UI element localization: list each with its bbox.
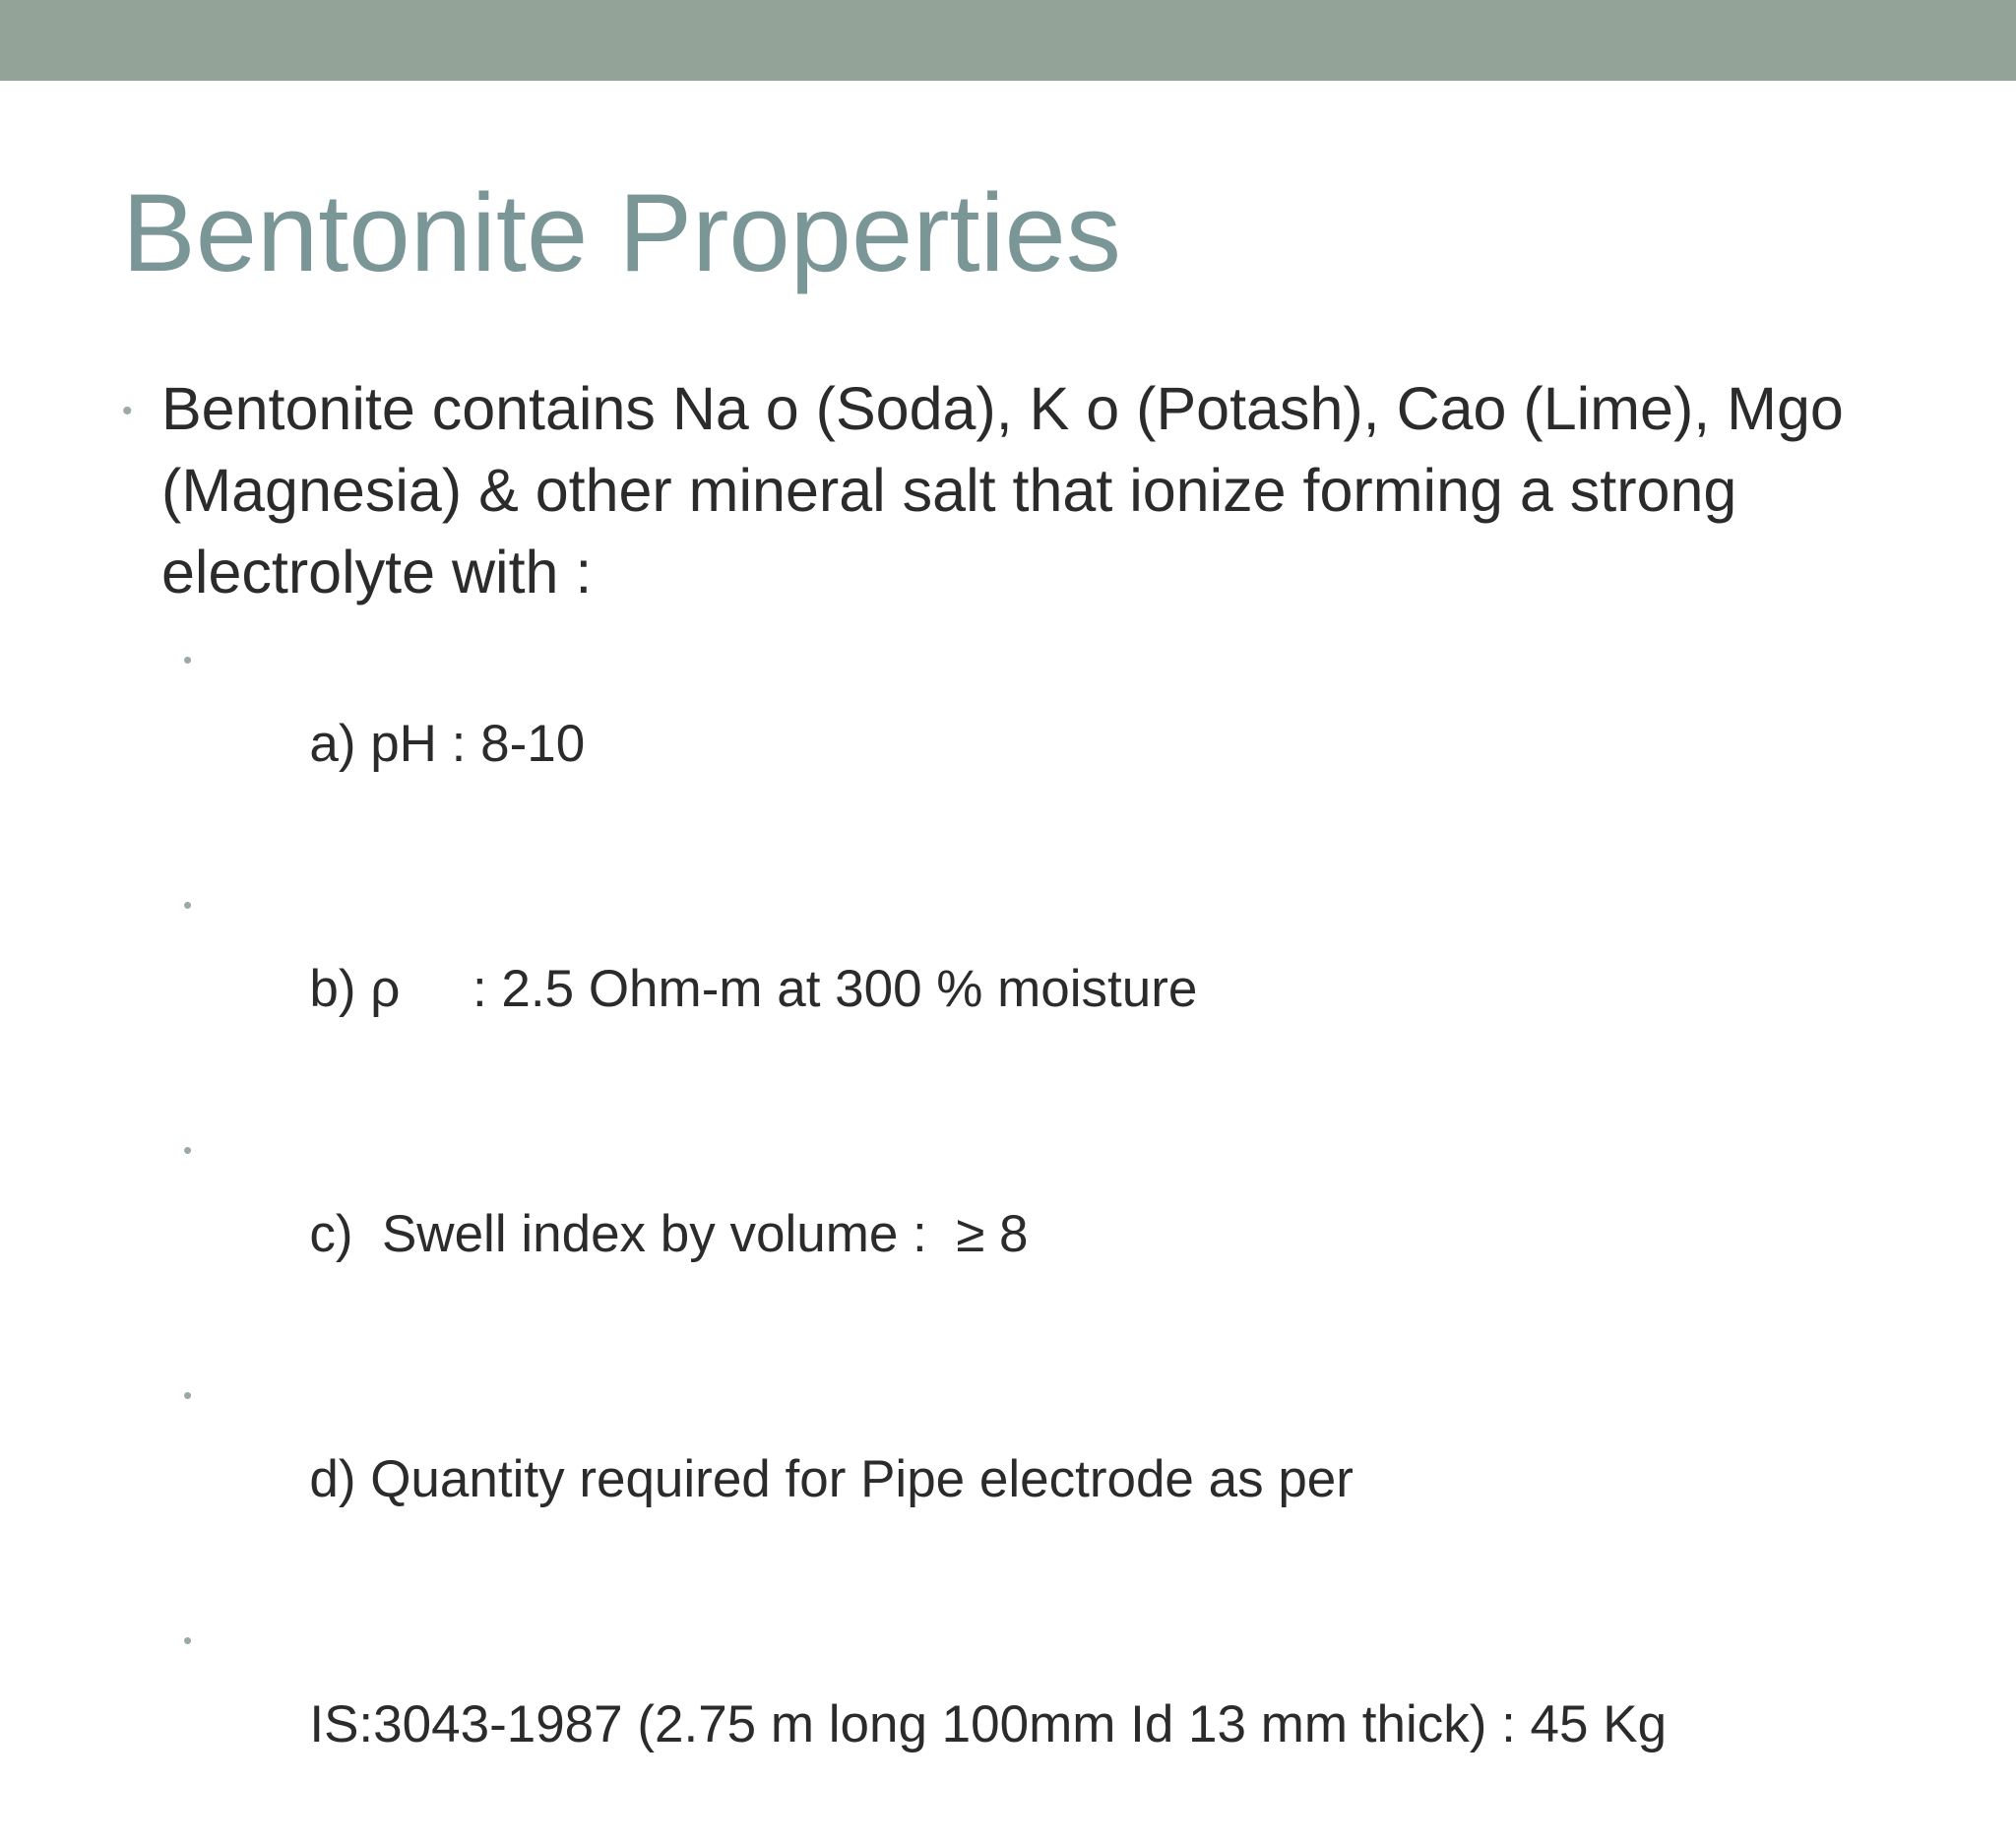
main-point-text: Bentonite contains Na o (Soda), K o (Potash), Cao (Lime), Mgo (Magnesia) & other mineral salt that ionize forming a strong electrolyte with : [161,375,1844,605]
bullet-dot-icon: • [183,645,193,674]
sub-point-text: d) Quantity required for Pipe electrode as per [309,1450,1354,1508]
bullet-main [122,368,1953,613]
bullet-dot-icon: • [183,1135,193,1165]
sub-point-text: a) pH : 8-10 [309,715,586,773]
sub-point-text: IS:3043-1987 (2.75 m long 100mm Id 13 mm thick) : 45 Kg [309,1695,1668,1753]
bullet-dot-icon: • [183,1380,193,1410]
sub-point-text: c) Swell index by volume : ≥ 8 [309,1205,1029,1263]
sub-bullet-quantity [122,1357,1953,1602]
sub-point-text: b) ρ : 2.5 Ohm-m at 300 % moisture [309,960,1198,1018]
header-band [0,0,2016,81]
sub-bullet-swell-index [122,1112,1953,1357]
sub-bullet-ph [122,621,1953,866]
sub-bullet-standard [122,1602,1953,1847]
slide-body [122,368,1953,1847]
slide-title: Bentonite Properties [122,171,1121,294]
sub-bullet-resistivity [122,866,1953,1112]
sub-bullet-list [122,621,1953,1847]
bullet-dot-icon: • [122,395,133,427]
bullet-dot-icon: • [183,1625,193,1655]
bullet-dot-icon: • [183,890,193,920]
